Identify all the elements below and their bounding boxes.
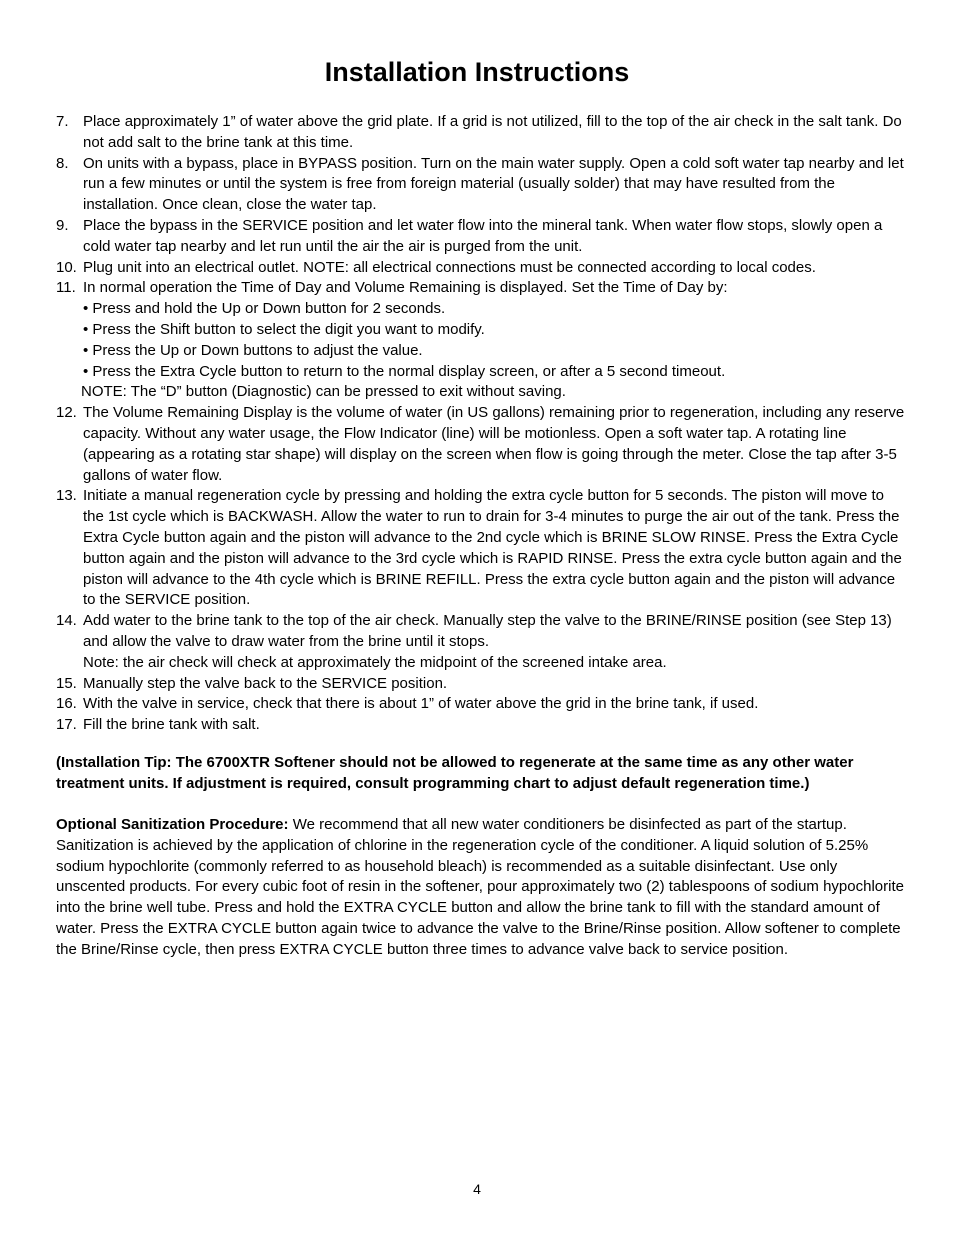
- sanitization-text: We recommend that all new water conditioners be disinfected as part of the startup. Sanitization is achieved by the application of chlorine in the regeneration cycle of the conditioner. A liquid solution of 5.25% sodium hypochlorite (commonly referred to as household bleach) is recommended as a suitable disinfectant. Use only unscented products. For every cubic foot of resin in the softener, pour approximately two (2) tablespoons of sodium hypochlorite into the brine well tube. Press and hold the EXTRA CYCLE button and allow the brine tank to fill with the standard amount of water. Press the EXTRA CYCLE button again twice to advance the valve to the Brine/Rinse position. Allow softener to complete the Brine/Rinse cycle, then press EXTRA CYCLE button three times to advance valve back to service position.: [56, 816, 904, 958]
- step-text: Initiate a manual regeneration cycle by pressing and holding the extra cycle button for 5 seconds. The piston will move to the 1st cycle which is BACKWASH. Allow the water to run to drain for 3-4 minutes to purge the air out of the tank. Press the Extra Cycle button again and the piston will advance to the 2nd cycle which is BRINE SLOW RINSE. Press the Extra Cycle button again and the piston will advance to the 3rd cycle which is RAPID RINSE. Press the extra cycle button again and the piston will advance to the 4th cycle which is BRINE REFILL. Press the extra cycle button again and the piston will advance to the SERVICE position.: [83, 487, 902, 609]
- step-number: 14.: [56, 612, 77, 630]
- step-number: 7.: [56, 113, 69, 130]
- step-9: [56, 216, 906, 258]
- step-number: 11.: [56, 279, 76, 297]
- step-text: In normal operation the Time of Day and Volume Remaining is displayed. Set the Time of Day by:: [83, 279, 728, 297]
- bullet-item: • Press the Shift button to select the digit you want to modify.: [83, 320, 485, 338]
- page-number: 4: [473, 1181, 481, 1197]
- step-text: Plug unit into an electrical outlet. NOTE: all electrical connections must be connected according to local codes.: [83, 258, 816, 276]
- sanitization-label: Optional Sanitization Procedure:: [56, 816, 289, 833]
- installation-tip: (Installation Tip: The 6700XTR Softener should not be allowed to regenerate at the same time as any other water treatment units. If adjustment is required, consult programming chart to adjust default regeneration time.): [56, 754, 854, 792]
- step-text: Place the bypass in the SERVICE position and let water flow into the mineral tank. When water flow stops, slowly open a cold water tap nearby and let run until the air the air is purged from the unit.: [83, 216, 883, 255]
- step-note: NOTE: The “D” button (Diagnostic) can be pressed to exit without saving.: [81, 383, 566, 401]
- step-number: 8.: [56, 154, 69, 172]
- step-number: 16.: [56, 695, 77, 713]
- step-8: [56, 154, 906, 216]
- step-text: Place approximately 1” of water above the grid plate. If a grid is not utilized, fill to the top of the air check in the salt tank. Do not add salt to the brine tank at this time.: [83, 113, 902, 151]
- step-11: [56, 278, 906, 403]
- step-14: [56, 611, 906, 673]
- step-15: [56, 674, 906, 695]
- step-12: [56, 403, 906, 486]
- step-text: The Volume Remaining Display is the volume of water (in US gallons) remaining prior to regeneration, including any reserve capacity. Without any water usage, the Flow Indicator (line) will be motionless. Open a soft water tap. A rotating line (appearing as a rotating star shape) will display on the screen when flow is going through the meter. Close the tap after 3-5 gallons of water flow.: [83, 404, 905, 484]
- step-number: 17.: [56, 716, 77, 734]
- step-number: 15.: [56, 674, 77, 692]
- step-number: 13.: [56, 487, 77, 505]
- step-text: Fill the brine tank with salt.: [83, 716, 260, 734]
- step-7: [56, 112, 906, 154]
- step-number: 12.: [56, 404, 77, 422]
- step-text: With the valve in service, check that there is about 1” of water above the grid in the brine tank, if used.: [83, 695, 759, 713]
- step-text: Add water to the brine tank to the top of the air check. Manually step the valve to the BRINE/RINSE position (see Step 13) and allow the valve to draw water from the brine until it stops.: [83, 612, 892, 650]
- step-13: [56, 486, 906, 611]
- instruction-steps: [56, 112, 906, 736]
- step-text: Manually step the valve back to the SERVICE position.: [83, 674, 448, 692]
- bullet-item: • Press the Up or Down buttons to adjust the value.: [83, 341, 423, 359]
- bullet-item: • Press and hold the Up or Down button for 2 seconds.: [83, 300, 446, 318]
- step-17: [56, 715, 906, 736]
- bullet-item: • Press the Extra Cycle button to return to the normal display screen, or after a 5 second timeout.: [83, 362, 726, 380]
- page-title: Installation Instructions: [324, 57, 630, 87]
- step-10: [56, 258, 906, 279]
- step-number: 9.: [56, 216, 69, 234]
- step-number: 10.: [56, 258, 77, 276]
- sanitization-procedure: [56, 815, 906, 961]
- step-16: [56, 694, 906, 715]
- step-text: On units with a bypass, place in BYPASS position. Turn on the main water supply. Open a cold soft water tap nearby and let run a few minutes or until the system is free from foreign material (usually solder) that may have resulted from the installation. Once clean, close the water tap.: [83, 154, 904, 214]
- step-note: Note: the air check will check at approximately the midpoint of the screened intake area.: [83, 653, 667, 671]
